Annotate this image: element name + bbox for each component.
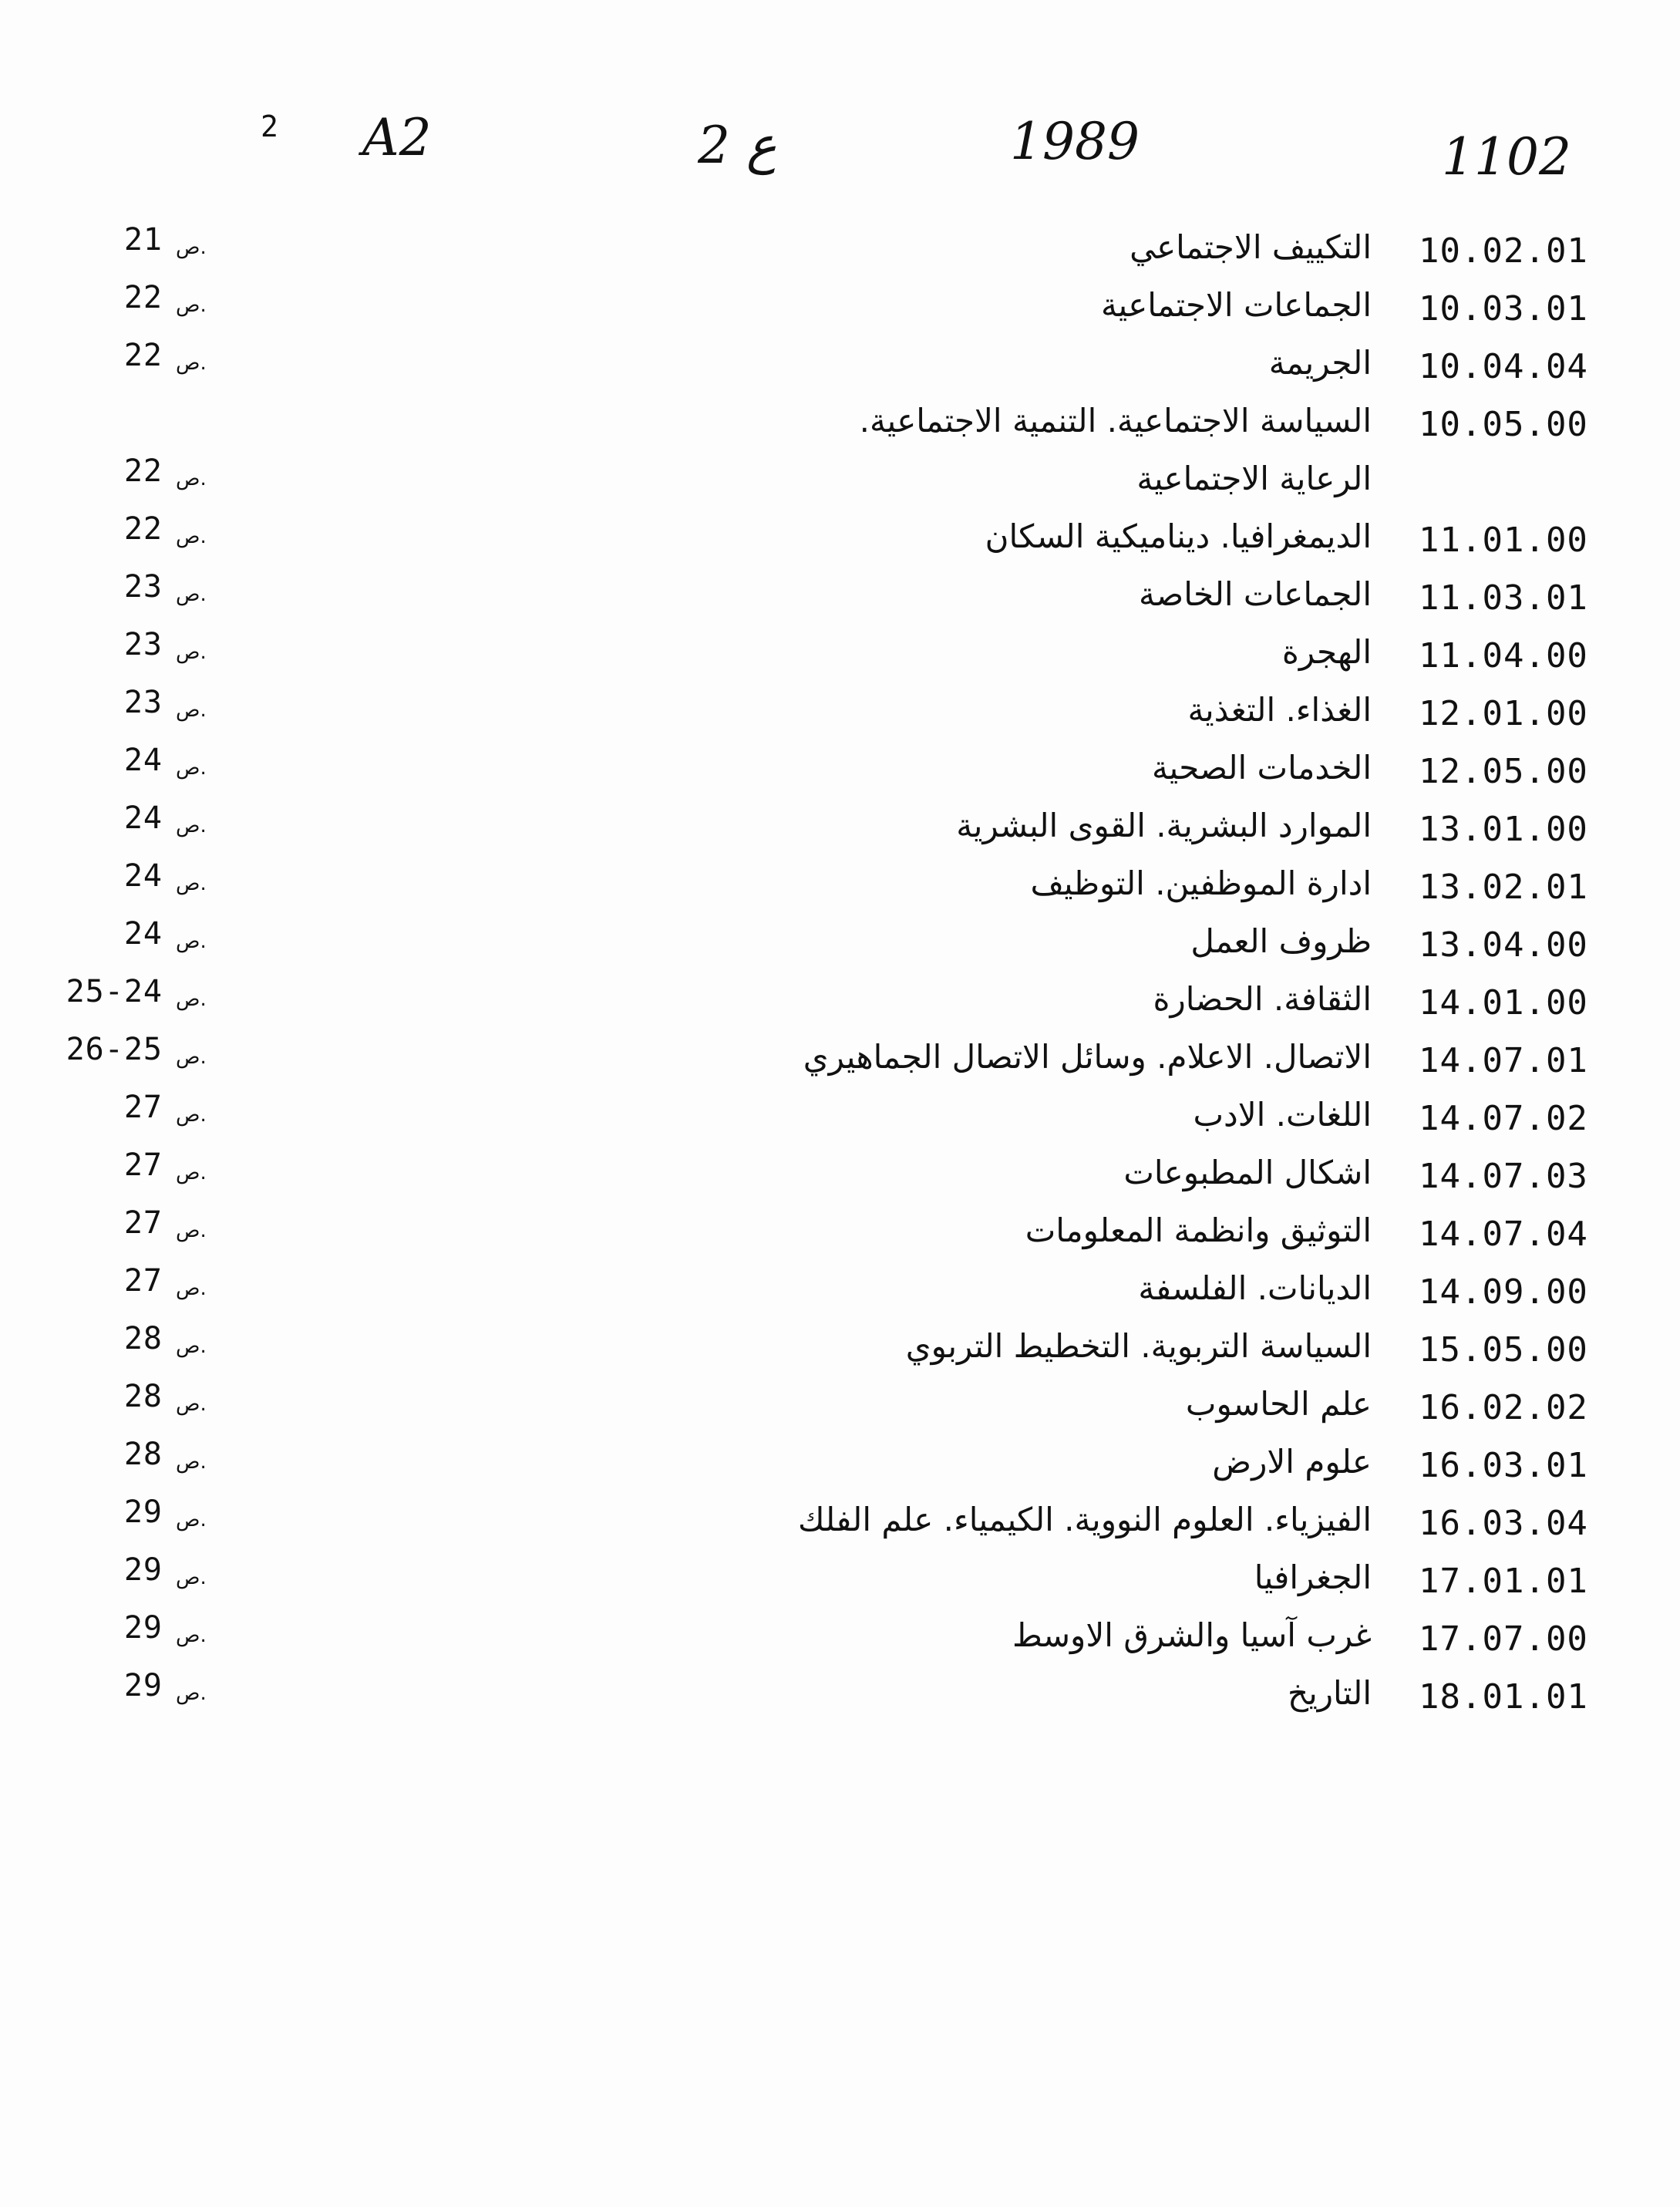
header-issue-handwritten: ع 2 — [698, 116, 777, 175]
entry-page-abbr: ص. — [176, 1161, 207, 1184]
index-entry — [0, 1437, 1680, 1504]
entry-topic: الجماعات الاجتماعية — [1101, 286, 1372, 324]
entry-page-abbr: ص. — [176, 872, 207, 895]
entry-code: 14.07.03 — [1419, 1157, 1588, 1196]
entry-page-abbr: ص. — [176, 756, 207, 780]
entry-page-abbr: ص. — [176, 294, 207, 317]
entry-pages: 25-24 — [66, 974, 163, 1009]
entry-code: 10.04.04 — [1419, 347, 1588, 386]
entry-pages: 29 — [123, 1494, 163, 1530]
entry-topic: اللغات. الادب — [1193, 1096, 1372, 1134]
entry-code: 14.09.00 — [1419, 1272, 1588, 1312]
index-entry — [0, 1321, 1680, 1388]
entry-code: 12.05.00 — [1419, 752, 1588, 791]
index-entry — [0, 511, 1680, 578]
entry-page-abbr: ص. — [176, 352, 207, 375]
entry-code: 13.02.01 — [1419, 868, 1588, 907]
entry-topic: الفيزياء. العلوم النووية. الكيمياء. علم الفلك — [797, 1501, 1372, 1538]
index-entry — [0, 569, 1680, 636]
entry-pages: 23 — [123, 569, 163, 605]
index-entry — [0, 800, 1680, 868]
index-entry — [0, 222, 1680, 289]
entry-topic: الغذاء. التغذية — [1187, 691, 1372, 729]
entry-code: 14.07.01 — [1419, 1041, 1588, 1080]
entry-code: 17.01.01 — [1419, 1562, 1588, 1601]
entry-page-abbr: ص. — [176, 1046, 207, 1069]
entry-pages: 28 — [123, 1379, 163, 1414]
entry-code: 16.03.01 — [1419, 1446, 1588, 1485]
entry-topic: التاريخ — [1287, 1674, 1372, 1712]
entry-page-abbr: ص. — [176, 525, 207, 548]
entry-pages: 28 — [123, 1437, 163, 1472]
entry-topic: التكييف الاجتماعي — [1130, 228, 1372, 266]
header-page-number: 2 — [261, 110, 278, 143]
index-entry — [0, 627, 1680, 694]
index-entry — [0, 338, 1680, 405]
index-entry — [0, 1494, 1680, 1562]
entry-topic: الجريمة — [1268, 344, 1372, 382]
entry-topic: الجماعات الخاصة — [1139, 575, 1372, 613]
entry-code: 13.04.00 — [1419, 925, 1588, 965]
entry-pages: 29 — [123, 1552, 163, 1588]
entry-page-abbr: ص. — [176, 699, 207, 722]
entry-code: 18.01.01 — [1419, 1677, 1588, 1717]
entry-code: 13.01.00 — [1419, 810, 1588, 849]
entry-page-abbr: ص. — [176, 1335, 207, 1358]
header-series-handwritten: A2 — [362, 108, 432, 167]
index-entry — [0, 453, 1680, 521]
entry-page-abbr: ص. — [176, 1277, 207, 1300]
entry-pages: 24 — [123, 916, 163, 952]
entry-topic: الهجرة — [1281, 633, 1372, 671]
index-entry — [0, 743, 1680, 810]
entry-pages: 24 — [123, 858, 163, 894]
entry-pages: 29 — [123, 1668, 163, 1703]
entry-pages: 27 — [123, 1147, 163, 1183]
index-entry — [0, 280, 1680, 347]
entry-pages: 27 — [123, 1263, 163, 1299]
index-entry — [0, 1668, 1680, 1735]
entry-page-abbr: ص. — [176, 1682, 207, 1705]
entry-code: 14.01.00 — [1419, 983, 1588, 1023]
entry-pages: 21 — [123, 222, 163, 258]
entry-code: 14.07.04 — [1419, 1215, 1588, 1254]
index-entry — [0, 1032, 1680, 1099]
entry-topic: الثقافة. الحضارة — [1153, 980, 1372, 1018]
entry-topic: ادارة الموظفين. التوظيف — [1030, 864, 1372, 902]
entry-code: 17.07.00 — [1419, 1619, 1588, 1659]
entry-code: 16.02.02 — [1419, 1388, 1588, 1427]
entry-topic: السياسة التربوية. التخطيط التربوي — [905, 1327, 1372, 1365]
index-list — [0, 222, 1680, 1735]
entry-pages: 23 — [123, 627, 163, 662]
entry-pages: 22 — [123, 453, 163, 489]
entry-topic: غرب آسيا والشرق الاوسط — [1012, 1616, 1372, 1654]
entry-pages: 22 — [123, 338, 163, 373]
entry-code: 10.03.01 — [1419, 289, 1588, 329]
entry-pages: 27 — [123, 1090, 163, 1125]
entry-topic: الموارد البشرية. القوى البشرية — [956, 807, 1372, 844]
entry-page-abbr: ص. — [176, 1624, 207, 1647]
entry-page-abbr: ص. — [176, 467, 207, 490]
entry-page-abbr: ص. — [176, 930, 207, 953]
index-entry — [0, 402, 1680, 463]
index-entry — [0, 1147, 1680, 1215]
entry-page-abbr: ص. — [176, 814, 207, 837]
entry-topic: الخدمات الصحية — [1152, 749, 1372, 787]
entry-pages: 24 — [123, 800, 163, 836]
entry-page-abbr: ص. — [176, 988, 207, 1011]
entry-pages: 28 — [123, 1321, 163, 1356]
entry-page-abbr: ص. — [176, 583, 207, 606]
entry-pages: 27 — [123, 1205, 163, 1241]
index-entry — [0, 916, 1680, 983]
entry-topic: السياسة الاجتماعية. التنمية الاجتماعية. — [859, 402, 1372, 440]
index-entry — [0, 1379, 1680, 1446]
entry-code: 14.07.02 — [1419, 1099, 1588, 1138]
entry-page-abbr: ص. — [176, 1104, 207, 1127]
entry-pages: 26-25 — [66, 1032, 163, 1067]
entry-topic: التوثيق وانظمة المعلومات — [1025, 1211, 1372, 1249]
index-entry — [0, 1090, 1680, 1157]
entry-code: 16.03.04 — [1419, 1504, 1588, 1543]
entry-code: 11.03.01 — [1419, 578, 1588, 618]
entry-topic: الرعاية الاجتماعية — [1136, 460, 1372, 497]
entry-code: 15.05.00 — [1419, 1330, 1588, 1370]
entry-topic: الجغرافيا — [1254, 1558, 1372, 1596]
entry-topic: الاتصال. الاعلام. وسائل الاتصال الجماهيري — [803, 1038, 1372, 1076]
header-doc-number-handwritten: 1102 — [1442, 127, 1571, 187]
entry-topic: الديمغرافيا. ديناميكية السكان — [985, 517, 1372, 555]
entry-pages: 22 — [123, 280, 163, 315]
index-entry — [0, 1610, 1680, 1677]
entry-topic: الديانات. الفلسفة — [1138, 1269, 1372, 1307]
entry-code: 11.04.00 — [1419, 636, 1588, 676]
entry-code: 10.05.00 — [1419, 405, 1588, 444]
index-entry — [0, 974, 1680, 1041]
entry-page-abbr: ص. — [176, 1566, 207, 1589]
entry-code: 11.01.00 — [1419, 521, 1588, 560]
index-entry — [0, 1205, 1680, 1272]
entry-page-abbr: ص. — [176, 1393, 207, 1416]
entry-page-abbr: ص. — [176, 1219, 207, 1242]
entry-topic: ظروف العمل — [1190, 922, 1372, 960]
index-entry — [0, 685, 1680, 752]
entry-topic: علوم الارض — [1212, 1443, 1372, 1481]
entry-page-abbr: ص. — [176, 641, 207, 664]
entry-page-abbr: ص. — [176, 1451, 207, 1474]
entry-page-abbr: ص. — [176, 236, 207, 259]
entry-pages: 22 — [123, 511, 163, 547]
index-entry — [0, 1263, 1680, 1330]
entry-code: 12.01.00 — [1419, 694, 1588, 733]
index-entry — [0, 858, 1680, 925]
entry-pages: 23 — [123, 685, 163, 720]
entry-topic: علم الحاسوب — [1185, 1385, 1372, 1423]
entry-topic: اشكال المطبوعات — [1123, 1154, 1372, 1191]
header-year-handwritten: 1989 — [1010, 112, 1140, 171]
entry-pages: 29 — [123, 1610, 163, 1646]
entry-code: 10.02.01 — [1419, 231, 1588, 271]
entry-page-abbr: ص. — [176, 1508, 207, 1531]
entry-pages: 24 — [123, 743, 163, 778]
index-entry — [0, 1552, 1680, 1619]
